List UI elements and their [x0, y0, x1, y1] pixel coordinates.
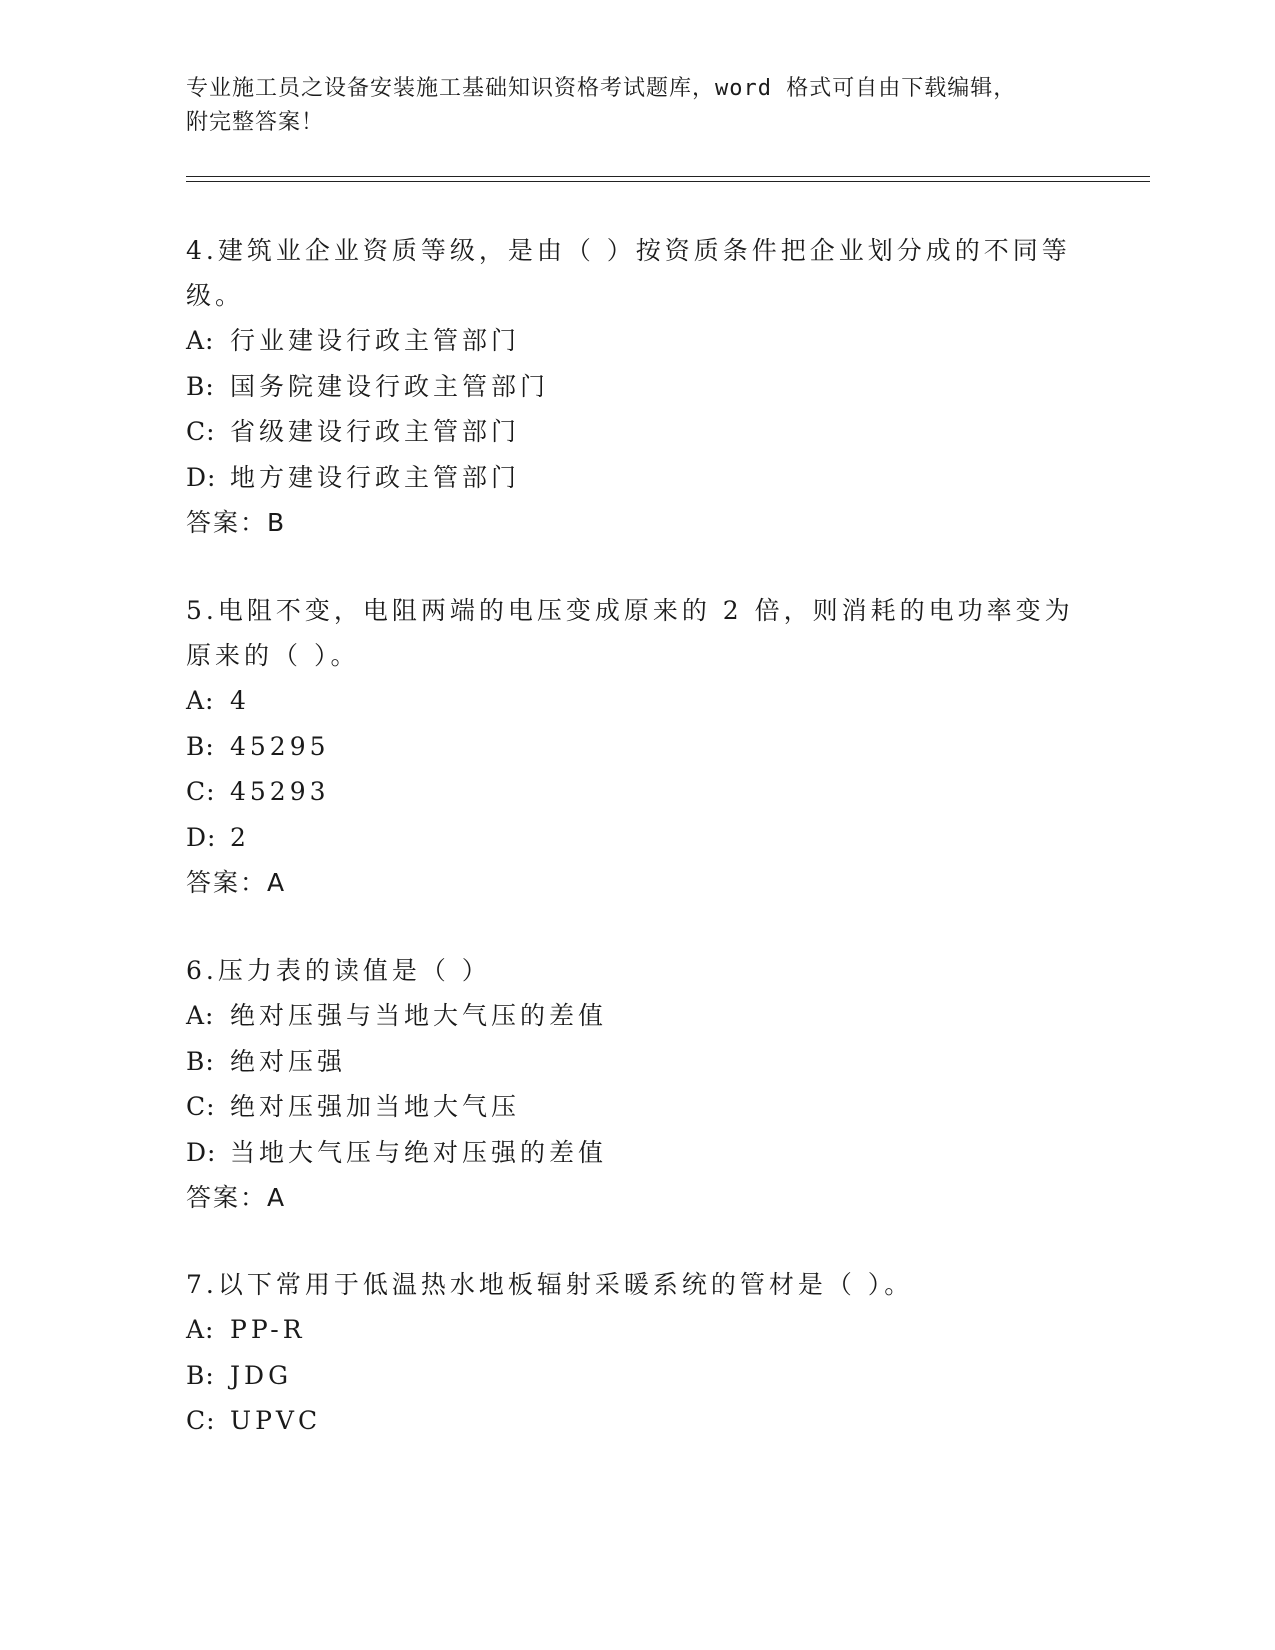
answer-line: 答案：A	[186, 868, 287, 897]
option-c	[186, 769, 1086, 815]
option-text: 45295	[230, 731, 330, 761]
option-b	[186, 1039, 1086, 1085]
option-b	[186, 364, 1086, 410]
option-d	[186, 815, 1086, 861]
option-a	[186, 318, 1086, 364]
question-stem-line-1: 7.以下常用于低温热水地板辐射采暖系统的管材是（ ）。	[186, 1270, 914, 1299]
option-letter: D:	[186, 1137, 217, 1167]
question-5	[186, 588, 1086, 905]
option-c	[186, 1084, 1086, 1130]
option-d	[186, 1130, 1086, 1176]
answer-line: 答案：B	[186, 508, 287, 537]
option-letter: C:	[186, 777, 216, 806]
option-b	[186, 1353, 1086, 1399]
question-stem-line-1: 5.电阻不变，电阻两端的电压变成原来的 2 倍，则消耗的电功率变为	[186, 596, 1074, 625]
question-stem-line-2: 级。	[186, 281, 245, 310]
option-b	[186, 724, 1086, 770]
header-line-1: 专业施工员之设备安装施工基础知识资格考试题库，word 格式可自由下载编辑，	[186, 76, 1017, 101]
option-text: 绝对压强与当地大气压的差值	[230, 1001, 608, 1030]
question-7	[186, 1262, 1086, 1444]
option-text: 2	[230, 822, 250, 852]
option-text: UPVC	[230, 1406, 322, 1435]
question-4	[186, 228, 1086, 545]
header-line-2: 附完整答案！	[186, 110, 325, 135]
option-letter: B:	[186, 731, 215, 761]
option-text: PP-R	[230, 1315, 306, 1344]
option-letter: C:	[186, 417, 216, 446]
option-d	[186, 455, 1086, 501]
option-letter: A:	[186, 1315, 215, 1344]
document-header	[186, 72, 1066, 140]
answer-line: 答案：A	[186, 1183, 287, 1212]
question-6	[186, 948, 1086, 1220]
option-text: 绝对压强	[230, 1046, 347, 1076]
option-letter: B:	[186, 371, 215, 401]
option-text: 45293	[230, 777, 330, 806]
option-letter: A:	[186, 1001, 215, 1030]
option-letter: A:	[186, 326, 215, 355]
option-letter: C:	[186, 1092, 216, 1121]
option-c	[186, 409, 1086, 455]
option-c	[186, 1398, 1086, 1444]
option-letter: D:	[186, 462, 217, 492]
question-stem-line-2: 原来的（ ）。	[186, 641, 360, 670]
option-letter: B:	[186, 1360, 215, 1390]
option-letter: C:	[186, 1406, 216, 1435]
option-text: 地方建设行政主管部门	[230, 462, 521, 492]
option-a	[186, 678, 1086, 724]
option-text: 国务院建设行政主管部门	[230, 371, 550, 401]
option-a	[186, 1307, 1086, 1353]
option-a	[186, 993, 1086, 1039]
option-text: 绝对压强加当地大气压	[230, 1092, 521, 1121]
option-letter: D:	[186, 822, 217, 852]
header-divider-bottom	[186, 181, 1150, 182]
option-text: JDG	[230, 1360, 293, 1390]
option-text: 当地大气压与绝对压强的差值	[230, 1137, 608, 1167]
option-text: 省级建设行政主管部门	[230, 417, 521, 446]
option-letter: B:	[186, 1046, 215, 1076]
option-text: 行业建设行政主管部门	[230, 326, 521, 355]
header-divider-top	[186, 176, 1150, 177]
question-stem-line-1: 4.建筑业企业资质等级，是由（ ）按资质条件把企业划分成的不同等	[186, 236, 1071, 265]
option-text: 4	[230, 686, 250, 715]
option-letter: A:	[186, 686, 215, 715]
question-stem-line-1: 6.压力表的读值是（ ）	[186, 956, 491, 985]
